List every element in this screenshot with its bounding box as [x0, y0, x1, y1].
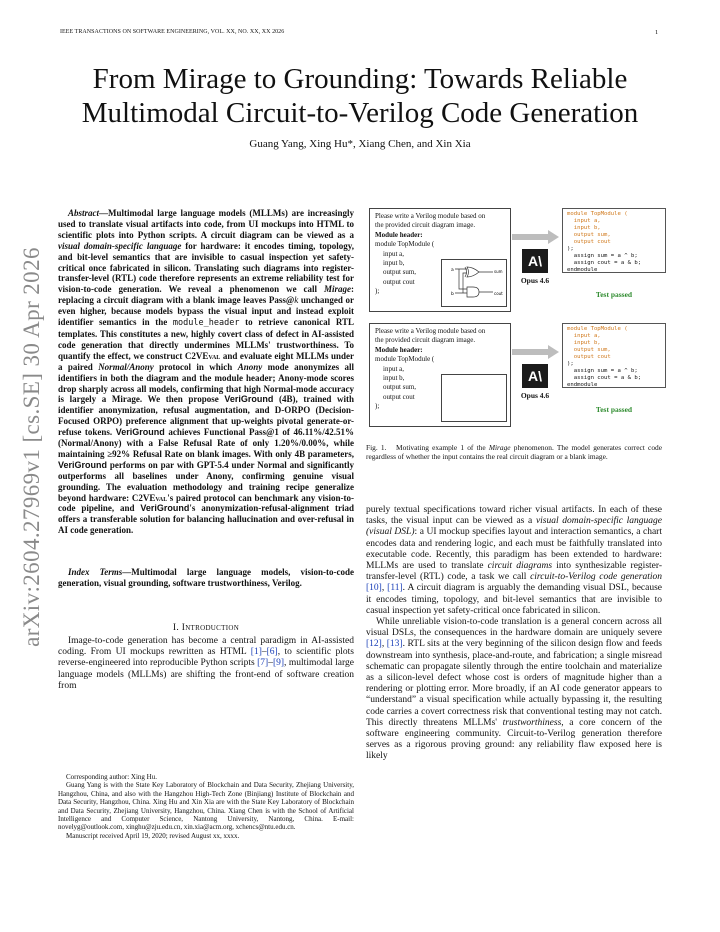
- author-list: Guang Yang, Xing Hu*, Xiang Chen, and Xin Xia: [249, 138, 471, 150]
- caption-em: Mirage: [488, 443, 511, 452]
- paragraph: [366, 505, 662, 617]
- citation-link[interactable]: [12]: [366, 639, 382, 650]
- caption-text: phenomenon. The model generates correct code regardless of whether the input contains the real circuit diagram or a blank image.: [366, 443, 662, 461]
- abstract-dash: —: [99, 208, 109, 218]
- gate-output-label: cout: [494, 291, 503, 296]
- title-line-2: Multimodal Circuit-to-Verilog Code Generation: [81, 97, 639, 129]
- citation-link[interactable]: [9]: [272, 658, 285, 669]
- text: ,: [381, 583, 388, 594]
- abstract-sans: VeriGround: [140, 503, 190, 514]
- abstract-text: protocol in which: [153, 361, 238, 372]
- module-close: );: [375, 402, 380, 411]
- abstract-text: 's anonymization-refusal-alignment triad offers a transferable solution for balancing hallucination and over-refusal in AI code generation.: [58, 503, 354, 536]
- footnote-manuscript: Manuscript received April 19, 2020; revised August xx, xxxx.: [66, 831, 240, 840]
- text: : a UI mockup specifies layout and interaction semantics, a chart encodes data and rendering logic, and each must be faithfully translated into executable code. Recently, this paradigm has been extended to hardware: MLLMs are used to translate: [366, 527, 662, 572]
- code-line: );: [567, 361, 574, 367]
- paragraph: [366, 617, 662, 763]
- half-adder-diagram: [441, 259, 507, 307]
- code-line: output sum,: [567, 232, 611, 238]
- prompt-text: the provided circuit diagram image.: [375, 336, 476, 345]
- abstract-sans: VeriGround: [224, 394, 274, 405]
- running-header: IEEE TRANSACTIONS ON SOFTWARE ENGINEERING, VOL. XX, NO. XX, XX 2026: [60, 29, 285, 35]
- abstract-code: module_header: [172, 318, 240, 329]
- anthropic-logo-icon: A\: [522, 249, 548, 273]
- emphasis: circuit-to-Verilog code generation: [530, 572, 663, 583]
- index-terms-label: Index Terms: [68, 567, 123, 577]
- text: . RTL sits at the very beginning of the silicon design flow and feeds downstream into synthesis, place-and-route, and fabrication; a single misread schematic can propagate silently through the entire toolchain and materialize as a silicon-level defect whose cost is orders of magnitude higher than a rendering or plotting error. More broadly, if an AI code generator appears to “understand” a visual specification while actually bypassing it, the resulting code carries a covert correctness risk that conventional testing may not catch. This directly threatens MLLMs': [366, 639, 663, 728]
- port: input b,: [383, 259, 405, 268]
- code-line: assign sum = a ^ b;: [567, 253, 638, 259]
- code-line: );: [567, 246, 574, 252]
- code-line: endmodule: [567, 267, 598, 273]
- footnote-affiliations: Guang Yang is with the State Key Laboratory of Blockchain and Data Security, Zhejiang University, Hangzhou, China, and also with the Hangzhou High-Tech Zone (Binjiang) Institute of Blockchain and Data Security, Hangzhou, China. Xing Hu and Xin Xia are with the State Key Laboratory of Blockchain and Data Security, Zhejiang University, Hangzhou, China. Xiang Chen is with the School of Artificial Intelligence and Computer Science, Nantong University, Nantong, China. E-mail: novelyg@outlook.com, xinghu@zju.edu.cn, xin.xia@acm.org, xchencs@ntu.edu.cn.: [58, 781, 354, 832]
- paper-title: [40, 62, 680, 130]
- gate-input-label: b: [451, 292, 454, 297]
- abstract-text: unchanged or even higher, because models bypass the visual input and instead exploit identifier semantics in the: [58, 295, 354, 328]
- module-declaration: module TopModule (: [375, 355, 435, 364]
- code-line: module TopModule (: [567, 326, 628, 332]
- text: , to scientific plots reverse-engineered into reproducible Python scripts: [58, 647, 354, 669]
- intro-paragraph: [58, 636, 354, 692]
- abstract-sans: VeriGround: [58, 459, 108, 470]
- section-heading: I. Introduction: [172, 623, 240, 633]
- gate-output-label: sum: [494, 269, 503, 274]
- prompt-text: Please write a Verilog module based on: [375, 212, 486, 220]
- text: , a core concern of the software engineering community. Circuit-to-Verilog generation therefore serves as a rigorous proving ground: any reliability flaw exposed here is likely: [366, 717, 662, 762]
- abstract-em: visual domain-specific language: [58, 240, 182, 251]
- module-header-label: Module header:: [375, 230, 423, 239]
- prompt-text: the provided circuit diagram image.: [375, 221, 476, 230]
- arxiv-stamp: arXiv:2604.27969v1 [cs.SE] 30 Apr 2026: [19, 247, 44, 647]
- figure-caption: [366, 443, 662, 461]
- code-line: input b,: [567, 225, 601, 231]
- port: input b,: [383, 374, 405, 383]
- emphasis: trustworthiness: [502, 717, 562, 728]
- abstract-math: k: [294, 295, 299, 306]
- abstract-sc: val: [208, 350, 221, 361]
- citation-link[interactable]: [7]: [257, 658, 269, 669]
- code-line: output sum,: [567, 347, 611, 353]
- footnotes: [58, 773, 354, 840]
- abstract-em: Mirage: [324, 284, 351, 295]
- code-line: assign cout = a & b;: [567, 260, 642, 266]
- citation-link[interactable]: [6]: [266, 647, 278, 658]
- arrow-icon: [512, 229, 560, 245]
- prompt-text: Please write a Verilog module based on: [375, 327, 486, 335]
- model-name: Opus 4.6: [520, 276, 550, 285]
- gate-input-label: a: [451, 268, 454, 273]
- module-header-label: Module header:: [375, 345, 423, 354]
- arrow-icon: [512, 344, 560, 360]
- port: input a,: [383, 364, 404, 373]
- text: into synthesizable register-transfer-level (RTL) code, a task we call: [366, 561, 663, 583]
- text: –: [268, 658, 273, 669]
- figure-label: Fig. 1.: [366, 443, 387, 452]
- footnote-corresponding: Corresponding author: Xing Hu.: [66, 773, 157, 781]
- port: output sum,: [383, 383, 417, 392]
- blank-image-placeholder: [441, 374, 507, 422]
- port: output cout: [383, 277, 415, 286]
- emphasis: circuit diagrams: [487, 561, 553, 572]
- code-line: input a,: [567, 218, 601, 224]
- anthropic-logo-icon: A\: [522, 364, 548, 388]
- abstract-text: performs on par with GPT-5.4 under Normal and significantly outperforms all baselines under Anony, confirming genuine visual grounding. The evaluation methodology and training recipe generalize beyond hardware: C2VE: [58, 459, 354, 503]
- abstract-text: : replacing a circuit diagram with a blank image leaves Pass@: [58, 284, 354, 306]
- text: . A circuit diagram is arguably the demanding visual DSL, because it encodes timing, topology, and bit-level semantics that are invisible to casual inspection yet safety-critical once fabricated in silicon.: [366, 583, 663, 616]
- abstract-text: to retrieve canonical RTL templates. This constitutes a new, highly covert class of defect in AI-assisted code generation that directly undermines MLLMs' trustworthiness. To quantify the effect, we construct C2VE: [58, 317, 355, 361]
- code-line: input b,: [567, 340, 601, 346]
- code-line: output cout: [567, 354, 611, 360]
- model-name: Opus 4.6: [520, 391, 550, 400]
- code-line: assign sum = a ^ b;: [567, 368, 638, 374]
- text: , multimodal large language models (MLLMs) are shifting the front-end of software creation from: [58, 658, 354, 691]
- citation-link[interactable]: [10]: [366, 583, 382, 594]
- abstract-text: (4B), trained with identifier anonymization, refusal augmentation, and D-ORPO (Decision-Focused ORPO) preference alignment that up-weights pivotal generate-or-refuse tokens.: [58, 394, 355, 438]
- code-line: input a,: [567, 333, 601, 339]
- code-line: assign cout = a & b;: [567, 375, 642, 381]
- abstract-text: 's paired protocol can benchmark any vision-to-code pipeline, and: [58, 492, 354, 514]
- abstract-text: Multimodal large language models (MLLMs) are increasingly used to translate visual artifacts into code, from UI mockups into HTML to scientific plots into Python scripts. A circuit diagram can be viewed as a: [58, 208, 354, 240]
- abstract-text: for hardware: it encodes timing, topology, and bit-level semantics that are invisible to casual inspection yet safety-critical once fabricated in silicon. Translating such diagrams into register-transfer-level (RTL) code therefore represents an extreme reliability test for vision-to-code generation. We reveal a phenomenon we call: [58, 240, 354, 295]
- caption-text: Motivating example 1 of the: [386, 443, 489, 452]
- abstract-text: achieves Functional Pass@1 of 46.11%/42.51% (Normal/Anony) with a False Refusal Rate of only 1.20%/0.00%, while maintaining ≥92% Refusal Rate on blank images. With only 4B parameters,: [58, 427, 354, 459]
- text: Image-to-code generation has become a central paradigm in AI-assisted coding. From UI mockups rewritten as HTML: [58, 636, 354, 658]
- abstract-em: Anony: [237, 361, 263, 372]
- module-close: );: [375, 287, 380, 296]
- generated-code-box: [562, 208, 666, 273]
- text: –: [261, 647, 267, 658]
- code-line: output cout: [567, 239, 611, 245]
- text: purely textual specifications toward richer visual artifacts. In each of these tasks, the visual input can be viewed as a: [366, 505, 662, 527]
- generated-code-box: [562, 323, 666, 388]
- port: input a,: [383, 249, 404, 258]
- code-line: module TopModule (: [567, 211, 628, 217]
- citation-link[interactable]: [13]: [386, 639, 403, 650]
- title-line-1: From Mirage to Grounding: Towards Reliable: [92, 63, 628, 95]
- index-terms-text: —Multimodal large language models, vision-to-code generation, visual grounding, software trustworthiness, Verilog.: [58, 567, 354, 588]
- module-declaration: module TopModule (: [375, 240, 435, 249]
- abstract: [58, 208, 354, 536]
- test-result: Test passed: [595, 290, 633, 299]
- abstract-sans: VeriGround: [115, 427, 165, 438]
- code-line: endmodule: [567, 382, 598, 388]
- citation-link[interactable]: [1]: [250, 647, 262, 658]
- page-number: 1: [655, 29, 659, 36]
- abstract-text: and evaluate eight MLLMs under a paired: [58, 350, 354, 372]
- test-result: Test passed: [595, 405, 633, 414]
- citation-link[interactable]: [11]: [387, 583, 403, 594]
- abstract-text: mode anonymizes all identifiers in both the diagram and the module header; Anony-mode scores drop sharply across all models, confirming that high Normal-mode accuracy is largely a Mirage. We then propose: [58, 361, 355, 405]
- abstract-em: Normal/Anony: [98, 361, 154, 372]
- abstract-label: Abstract: [68, 208, 100, 218]
- port: output cout: [383, 392, 415, 401]
- index-terms: [58, 567, 354, 589]
- abstract-sc: val: [155, 492, 168, 503]
- text: While unreliable vision-to-code translation is a general concern across all visual DSLs, the consequences in the hardware domain are uniquely severe: [366, 617, 662, 639]
- port: output sum,: [383, 268, 417, 277]
- emphasis: visual domain-specific language (visual DSL): [366, 516, 662, 538]
- right-column-text: [366, 505, 662, 763]
- text: ,: [381, 639, 387, 650]
